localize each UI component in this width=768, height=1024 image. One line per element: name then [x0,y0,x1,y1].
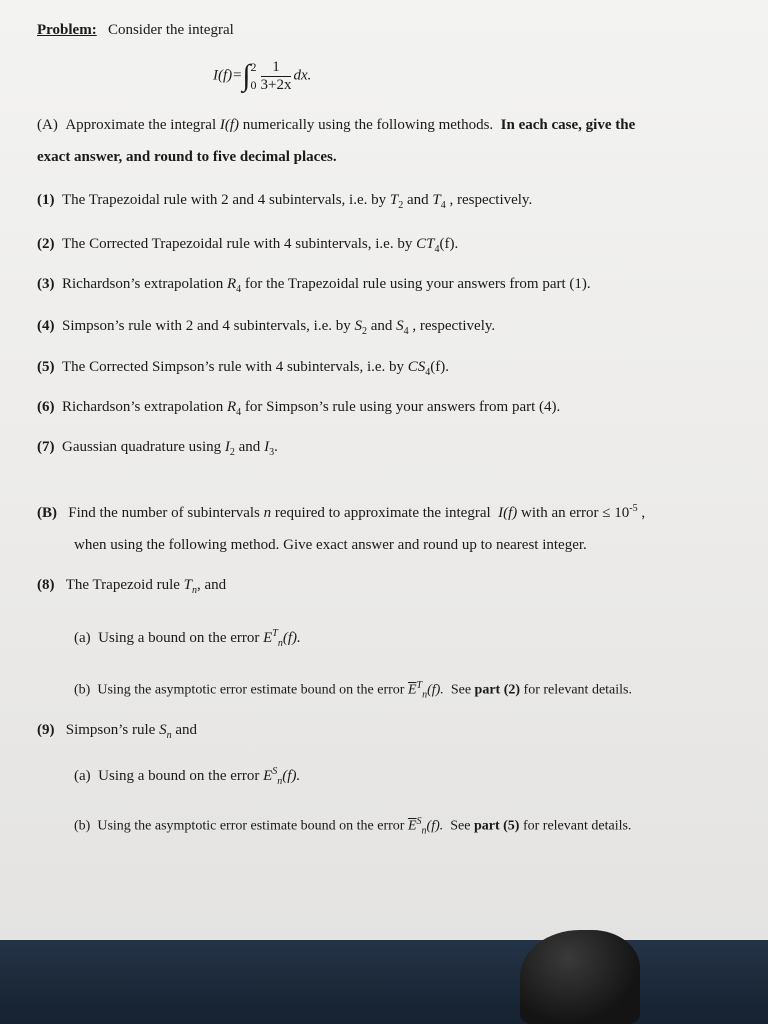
item-number: (4) [37,318,55,334]
item-tail: . [274,439,278,455]
item-9b-text: Using the asymptotic error estimate bound on the error [97,818,405,834]
item-number: (5) [37,359,55,375]
floor-background [0,940,768,1024]
item-sub-2: 3 [269,447,275,458]
item-8-m: T [183,577,192,593]
item-8b-E: $\overline{E}$ [407,682,417,698]
item-8b-label: (b) [74,682,91,698]
integral-sign-icon: ∫ [242,59,251,92]
part-b-label: (B) [37,505,57,521]
item-sub-1: 4 [434,244,440,255]
method-item [37,236,458,255]
item-number: (6) [37,399,55,415]
item-math-1: R [226,276,237,292]
problem-intro: Consider the integral [107,22,234,38]
item-9b-see: See [450,818,471,834]
part-a-bold-tail: In each case, give the [500,117,636,133]
item-mid: and [403,192,433,208]
item-8b-part: part (2) [474,682,521,698]
item-9b-label: (b) [74,818,91,834]
part-b-line1 [37,503,645,522]
item-9b-sub: n [421,825,427,837]
problem-header [37,22,234,39]
item-mid: and [366,318,397,334]
item-8-text: The Trapezoid rule [65,577,180,593]
item-mid: for the Trapezoidal rule using your answers from part (1). [241,276,591,292]
method-item [37,359,449,378]
item-9b-tail: (f). [426,818,444,834]
item-9b-part: part (5) [473,818,520,834]
item-8b-sub: n [422,689,428,701]
item-9a-sup: S [272,766,278,777]
item-8-tail: , and [196,577,227,593]
integral-lhs: I(f)= [213,67,243,84]
integral-limits [251,58,257,94]
item-8a-E: E [263,630,273,646]
item-text: Gaussian quadrature using [62,439,222,455]
part-b-comma: , [641,505,646,521]
item-8b-text: Using the asymptotic error estimate bound on the error [97,682,405,698]
part-b-exp: -5 [629,503,638,514]
item-text: Simpson’s rule with 2 and 4 subintervals, i.e. by [62,318,351,334]
item-9-m: S [159,722,167,738]
method-item [37,192,532,211]
item-math-2: S [396,318,404,334]
method-item [37,318,495,337]
item-9 [37,722,197,741]
item-8b [74,680,632,700]
item-math-1: T [389,192,399,208]
integral-lower: 0 [250,78,257,92]
part-b-line2: when using the following method. Give exact answer and round up to nearest integer. [74,537,587,553]
item-sub-2: 4 [403,326,409,337]
item-mid: (f). [439,236,459,252]
item-sub-2: 4 [440,200,446,211]
part-b-text1b: required to approximate the integral [274,505,491,521]
item-9a-tail: (f). [282,768,301,784]
item-8b-sup: T [416,680,423,691]
item-8a-tail: (f). [282,630,301,646]
shoe-shadow [520,930,640,1024]
item-sub-1: 2 [398,200,404,211]
item-tail: , respectively. [445,192,533,208]
item-number: (7) [37,439,55,455]
integrand-numerator: 1 [261,59,292,77]
item-9a-label: (a) [74,768,91,784]
method-item [37,399,560,418]
item-8b-see: See [450,682,472,698]
item-text: Richardson’s extrapolation [62,399,224,415]
part-a-text-start: Approximate the integral [65,117,217,133]
item-mid: for Simpson’s rule using your answers from part (4). [241,399,561,415]
item-math-1: S [354,318,362,334]
item-number: (3) [37,276,55,292]
item-8b-tail: (f). [427,682,444,698]
item-9-tail: and [175,722,198,738]
item-9-sub: n [166,730,172,741]
item-mid: (f). [430,359,450,375]
part-b-n: n [263,505,272,521]
item-9b [74,816,631,836]
item-8 [37,577,226,596]
item-math-2: T [432,192,441,208]
integral-formula [213,58,311,94]
integrand-fraction [261,59,292,94]
item-9a-sub: n [277,776,283,787]
item-math-1: CS [407,359,426,375]
item-8-num: (8) [37,577,55,593]
integrand-denominator: 3+2x [260,76,292,93]
item-text: The Trapezoidal rule with 2 and 4 subintervals, i.e. by [62,192,387,208]
item-9a-E: E [263,768,273,784]
method-item [37,439,278,458]
part-a-line1 [37,117,635,134]
item-9b-sup: S [416,816,422,827]
item-text: The Corrected Trapezoidal rule with 4 subintervals, i.e. by [62,236,413,252]
item-9b-rest: for relevant details. [522,818,632,834]
item-math-1: R [226,399,237,415]
part-b-If: I(f) [498,505,518,521]
item-8a [74,628,301,649]
part-a-line2: exact answer, and round to five decimal places. [37,149,337,165]
item-sub-1: 4 [236,284,242,295]
item-9b-E: $\overline{E}$ [407,818,417,834]
item-tail: , respectively. [408,318,496,334]
item-number: (2) [37,236,55,252]
item-9a-text: Using a bound on the error [98,768,260,784]
item-8a-sub: n [277,638,283,649]
item-8b-rest: for relevant details. [523,682,632,698]
item-9a [74,766,300,787]
method-item [37,276,591,295]
item-sub-1: 4 [425,367,431,378]
item-8-sub: n [191,585,197,596]
part-a-label: (A) [37,117,58,133]
item-math-2: I [264,439,270,455]
item-8a-sup: T [272,628,278,639]
part-a-If: I(f) [219,117,240,133]
integral-upper: 2 [250,60,257,74]
item-sub-1: 2 [229,447,235,458]
item-8a-label: (a) [74,630,91,646]
item-9-text: Simpson’s rule [65,722,156,738]
integral-dx: dx. [293,67,312,84]
item-9-num: (9) [37,722,55,738]
item-mid: and [234,439,265,455]
part-b-text1: Find the number of subintervals [68,505,260,521]
problem-label: Problem: [37,22,97,38]
item-text: Richardson’s extrapolation [62,276,224,292]
item-text: The Corrected Simpson’s rule with 4 subintervals, i.e. by [62,359,405,375]
item-math-1: I [224,439,230,455]
item-math-1: CT [416,236,435,252]
item-sub-1: 4 [236,407,242,418]
item-sub-1: 2 [361,326,367,337]
part-a-text-end: numerically using the following methods. [242,117,494,133]
part-b-text1c: with an error ≤ 10 [521,505,630,521]
item-number: (1) [37,192,55,208]
item-8a-text: Using a bound on the error [98,630,260,646]
